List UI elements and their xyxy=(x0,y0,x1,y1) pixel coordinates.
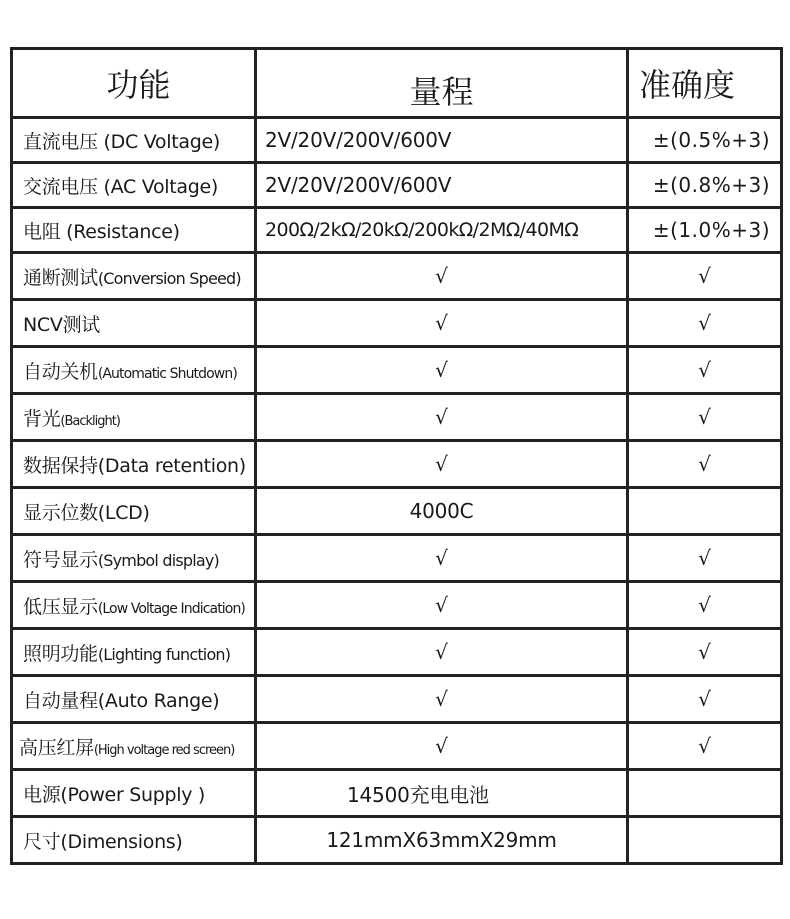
feature-cell: 交流电压 (AC Voltage) xyxy=(12,163,256,208)
feature-cell: 显示位数(LCD) xyxy=(12,488,256,535)
accuracy-check: √ xyxy=(628,535,782,582)
feature-en: (Low Voltage Indication) xyxy=(97,600,245,617)
accuracy-cell xyxy=(628,488,782,535)
table-row xyxy=(12,208,782,253)
header-range: 量程 xyxy=(256,49,628,118)
feature-cn: 高压红屏 xyxy=(19,736,94,759)
table-header-row xyxy=(12,49,782,118)
feature-cell xyxy=(12,394,256,441)
range-check: √ xyxy=(256,723,628,770)
feature-cell: NCV测试 xyxy=(12,300,256,347)
range-cell: 121mmX63mmX29mm xyxy=(256,817,628,864)
feature-cn: 背光 xyxy=(23,407,61,430)
feature-cell xyxy=(12,629,256,676)
table-row xyxy=(12,163,782,208)
feature-cell xyxy=(12,723,256,770)
range-check: √ xyxy=(256,441,628,488)
feature-en: (Backlight) xyxy=(60,413,120,429)
table-row xyxy=(12,118,782,163)
feature-cn: 自动关机 xyxy=(23,360,98,383)
accuracy-check: √ xyxy=(628,582,782,629)
feature-cn: 低压显示 xyxy=(23,595,98,618)
accuracy-cell: ±(1.0%+3) xyxy=(628,208,782,253)
range-check: √ xyxy=(256,535,628,582)
table-row xyxy=(12,676,782,723)
feature-en: (Symbol display) xyxy=(97,550,219,570)
feature-cell xyxy=(12,253,256,300)
table-row xyxy=(12,300,782,347)
range-check: √ xyxy=(256,676,628,723)
range-check: √ xyxy=(256,347,628,394)
feature-cell: 直流电压 (DC Voltage) xyxy=(12,118,256,163)
table-row xyxy=(12,770,782,817)
feature-cell: 尺寸(Dimensions) xyxy=(12,817,256,864)
table-row xyxy=(12,394,782,441)
accuracy-check: √ xyxy=(628,629,782,676)
accuracy-check: √ xyxy=(628,441,782,488)
feature-cell: 电阻 (Resistance) xyxy=(12,208,256,253)
feature-en: (Conversion Speed) xyxy=(97,268,241,288)
header-accuracy: 准确度 xyxy=(628,49,782,118)
accuracy-check: √ xyxy=(628,723,782,770)
feature-cn: 照明功能 xyxy=(23,642,98,665)
table-row xyxy=(12,582,782,629)
feature-cn: 通断测试 xyxy=(23,266,98,289)
feature-cell: 电源(Power Supply ) xyxy=(12,770,256,817)
range-check: √ xyxy=(256,582,628,629)
feature-cell: 数据保持(Data retention) xyxy=(12,441,256,488)
range-check: √ xyxy=(256,629,628,676)
table-row xyxy=(12,723,782,770)
accuracy-cell xyxy=(628,817,782,864)
table-row xyxy=(12,253,782,300)
feature-en: (Lighting function) xyxy=(97,644,231,664)
feature-cell xyxy=(12,535,256,582)
range-check: √ xyxy=(256,253,628,300)
accuracy-cell xyxy=(628,770,782,817)
range-cell: 2V/20V/200V/600V xyxy=(256,118,628,163)
range-check: √ xyxy=(256,300,628,347)
table-row xyxy=(12,347,782,394)
feature-cell: 自动量程(Auto Range) xyxy=(12,676,256,723)
spec-table xyxy=(10,47,783,865)
range-cell: 200Ω/2kΩ/20kΩ/200kΩ/2MΩ/40MΩ xyxy=(256,208,628,253)
accuracy-cell: ±(0.8%+3) xyxy=(628,163,782,208)
table-row xyxy=(12,817,782,864)
range-check: √ xyxy=(256,394,628,441)
range-cell: 14500充电电池 xyxy=(256,770,628,817)
range-cell: 4000C xyxy=(256,488,628,535)
accuracy-cell: ±(0.5%+3) xyxy=(628,118,782,163)
table-row xyxy=(12,535,782,582)
table-row xyxy=(12,629,782,676)
range-cell: 2V/20V/200V/600V xyxy=(256,163,628,208)
feature-cn: 符号显示 xyxy=(23,548,98,571)
accuracy-check: √ xyxy=(628,394,782,441)
feature-en: (High voltage red screen) xyxy=(93,742,235,758)
feature-en: (Automatic Shutdown) xyxy=(97,365,237,382)
accuracy-check: √ xyxy=(628,300,782,347)
header-function: 功能 xyxy=(12,49,256,118)
feature-cell xyxy=(12,347,256,394)
accuracy-check: √ xyxy=(628,253,782,300)
accuracy-check: √ xyxy=(628,347,782,394)
table-row xyxy=(12,441,782,488)
accuracy-check: √ xyxy=(628,676,782,723)
table-row xyxy=(12,488,782,535)
feature-cell xyxy=(12,582,256,629)
